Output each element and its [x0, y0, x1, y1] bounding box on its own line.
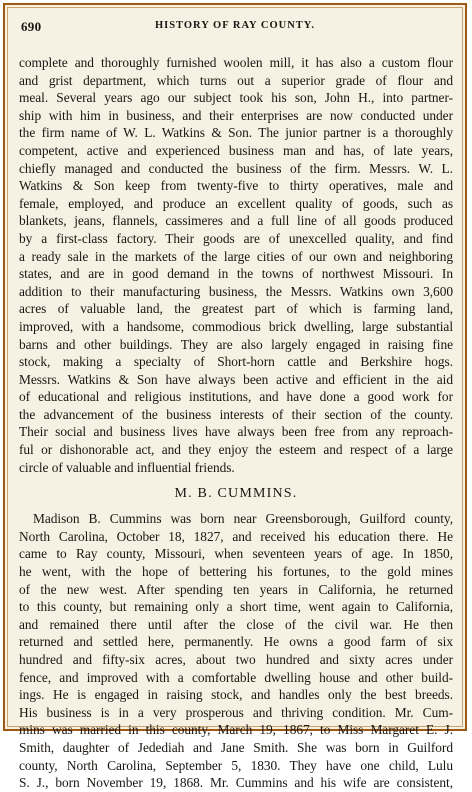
text-line: of the new west. After spending ten years in California, he returned	[19, 581, 453, 597]
paragraph-watkins-continued	[19, 54, 453, 476]
text-line: female, employed, and produce an excellent quality of goods, such as	[19, 195, 453, 211]
text-line: and remained there until after the close of the civil war. He then	[19, 616, 453, 632]
text-line: improved, with a handsome, commodious brick dwelling, large substantial	[19, 318, 453, 334]
text-line: His business is in a very prosperous and thriving condition. Mr. Cum-	[19, 704, 453, 720]
text-line: and grist department, which turns out a superior grade of flour and	[19, 72, 453, 88]
text-line: circle of valuable and influential friends.	[19, 459, 235, 475]
running-title: HISTORY OF RAY COUNTY.	[154, 20, 316, 31]
text-line: to this county, but remaining only a short time, went again to California,	[19, 599, 453, 615]
text-line: the firm name of W. L. Watkins & Son. The junior partner is a thoroughly	[19, 125, 453, 141]
text-line: addition to their manufacturing business, the Messrs. Watkins own 3,600	[19, 283, 453, 299]
text-line: competent, active and experienced business man and has, of late years,	[19, 142, 453, 158]
page-frame	[3, 3, 467, 791]
page-body	[19, 54, 453, 792]
text-line: mins was married in this county, March 19, 1867, to Miss Margaret E. J.	[19, 722, 453, 738]
text-line: acres of valuable land, the greatest part of which is farming land,	[19, 301, 453, 317]
text-line: chiefly managed and conducted the business of the firm. Messrs. W. L.	[19, 160, 453, 176]
text-line: ful or dishonorable act, and they enjoy the esteem and respect of a large	[19, 442, 453, 458]
text-line: of educational and religious institutions, and have done a good work for	[19, 389, 453, 405]
paragraph-cummins-biography	[19, 510, 453, 792]
text-line: Messrs. Watkins & Son have always been active and efficient in the aid	[19, 371, 453, 387]
section-heading: M. B. CUMMINS.	[174, 486, 298, 502]
text-line: fence, and improved with a comfortable dwelling house and other build-	[19, 669, 453, 685]
page-header	[17, 19, 453, 35]
text-line: ship with him in business, and their enterprises are now conducted under	[19, 107, 453, 123]
text-line: by a first-class factory. Their goods are of unexcelled quality, and find	[19, 230, 453, 246]
text-line: complete and thoroughly furnished woolen mill, it has also a custom flour	[19, 55, 453, 70]
text-line: Watkins & Son keep from twenty-five to thirty operatives, male and	[19, 178, 453, 194]
text-line: he went, with the hope of bettering his fortunes, to the gold mines	[19, 564, 453, 580]
text-line: the advancement of the business interests of their section of the county.	[19, 406, 453, 422]
text-line: a ready sale in the markets of the large cities of our own and neighboring	[19, 248, 453, 264]
text-line: hundred and fifty-six acres, about two hundred and sixty acres under	[19, 652, 453, 667]
text-line: barns and other buildings. They are also largely engaged in raising fine	[19, 336, 453, 352]
text-line: blankets, jeans, flannels, cassimeres and a full line of all goods produced	[19, 213, 453, 229]
text-line: ings. He is engaged in raising stock, and handles only the best breeds.	[19, 687, 453, 703]
text-line: county, North Carolina, September 5, 1830. They have one child, Lulu	[19, 757, 453, 773]
text-line: Smith, daughter of Jedediah and Jane Smith. She was born in Guilford	[19, 739, 453, 755]
text-line: S. J., born November 19, 1868. Mr. Cummins and his wife are consistent,	[19, 775, 453, 791]
text-line: Madison B. Cummins was born near Greensborough, Guilford county,	[33, 511, 453, 527]
text-line: North Carolina, October 18, 1827, and received his education there. He	[19, 528, 453, 544]
page-number: 690	[21, 19, 42, 34]
text-line: came to Ray county, Missouri, when seventeen years of age. In 1850,	[19, 546, 453, 562]
text-line: returned and settled here, permanently. He owns a good farm of six	[19, 634, 453, 650]
text-line: states, and are in good demand in the towns of northwest Missouri. In	[19, 266, 453, 282]
text-line: Their social and business lives have always been free from any reproach-	[19, 424, 453, 440]
text-line: stock, making a specialty of Short-horn cattle and Berkshire hogs.	[19, 354, 453, 370]
text-line: meal. Several years ago our subject took his son, John H., into partner-	[19, 90, 453, 106]
